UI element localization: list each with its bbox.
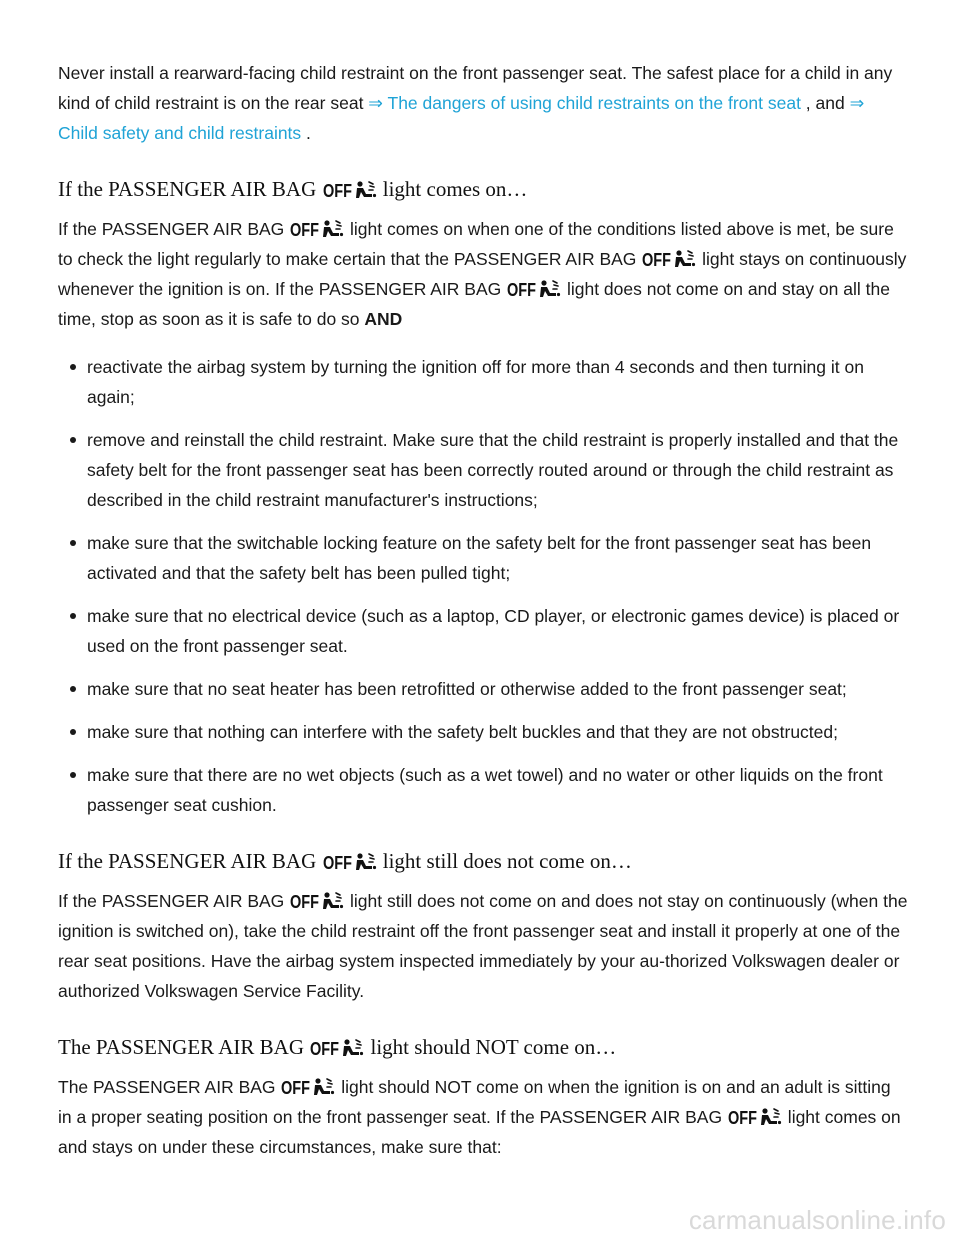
intro-paragraph xyxy=(58,58,908,148)
svg-text:OFF: OFF xyxy=(322,853,352,872)
passenger-airbag-off-icon xyxy=(728,1107,782,1127)
dangers-child-restraints-link[interactable]: ⇒ The dangers of using child restraints on the front seat xyxy=(368,93,801,113)
and-emphasis: AND xyxy=(364,309,403,329)
intro-text: Never install a rearward-facing child restraint on the front passenger seat. The safest place for a child in any kind of child restraint is on the rear seat xyxy=(58,63,893,113)
passenger-airbag-off-icon xyxy=(323,180,377,200)
bullet-icon xyxy=(70,772,76,778)
section1-paragraph: If the PASSENGER AIR BAG OFF light comes on when one of the conditions listed above is met, be sure to check the light regularly to make certain that the PASSENGER AIR BAG OFF light stays on continuously whenever the ignition is on. If the PASSENGER AIR BAG OFF light does not come on and stay on all the time, stop as soon as it is safe to do so AND xyxy=(58,219,907,329)
svg-text:OFF: OFF xyxy=(290,220,320,239)
child-safety-link[interactable]: ⇒ Child safety and child restraints xyxy=(58,93,865,143)
checklist xyxy=(58,352,908,820)
bullet-icon xyxy=(70,364,76,370)
passenger-airbag-off-icon xyxy=(290,219,344,239)
passenger-airbag-off-icon xyxy=(642,249,696,269)
list-item: make sure that there are no wet objects (such as a wet towel) and no water or other liquids on the front passenger seat cushion. xyxy=(58,760,908,820)
manual-page xyxy=(58,58,908,1162)
bullet-icon xyxy=(70,729,76,735)
list-item: make sure that no seat heater has been retrofitted or otherwise added to the front passenger seat; xyxy=(58,674,908,704)
section3-heading: The PASSENGER AIR BAG OFF light should NOT come on… xyxy=(58,1035,617,1059)
section3-paragraph: The PASSENGER AIR BAG OFF light should NOT come on when the ignition is on and an adult is sitting in a proper seating position on the front passenger seat. If the PASSENGER AIR BAG OFF light comes on and stays on under these circumstances, make sure that: xyxy=(58,1077,901,1157)
list-item: remove and reinstall the child restraint. Make sure that the child restraint is properly installed and that the safety belt for the front passenger seat has been correctly routed around or through the child restraint as described in the child restraint manufacturer's instructions; xyxy=(58,425,908,515)
passenger-airbag-off-icon xyxy=(310,1038,364,1058)
bullet-icon xyxy=(70,613,76,619)
bullet-icon xyxy=(70,437,76,443)
intro-text-end: . xyxy=(301,123,311,143)
bullet-icon xyxy=(70,686,76,692)
svg-text:OFF: OFF xyxy=(290,892,320,911)
svg-text:OFF: OFF xyxy=(727,1108,757,1127)
svg-text:OFF: OFF xyxy=(281,1078,311,1097)
list-item: make sure that the switchable locking feature on the safety belt for the front passenger seat has been activated and that the safety belt has been pulled tight; xyxy=(58,528,908,588)
list-item: make sure that no electrical device (such as a laptop, CD player, or electronic games device) is placed or used on the front passenger seat. xyxy=(58,601,908,661)
section1-heading: If the PASSENGER AIR BAG OFF light comes on… xyxy=(58,177,528,201)
passenger-airbag-off-icon xyxy=(507,279,561,299)
passenger-airbag-off-icon xyxy=(290,891,344,911)
svg-text:OFF: OFF xyxy=(310,1039,340,1058)
bullet-icon xyxy=(70,540,76,546)
svg-text:OFF: OFF xyxy=(322,181,352,200)
list-item: make sure that nothing can interfere with the safety belt buckles and that they are not obstructed; xyxy=(58,717,908,747)
section2-paragraph: If the PASSENGER AIR BAG OFF light still does not come on and does not stay on continuously (when the ignition is switched on), take the child restraint off the front passenger seat and install it properly at one of the rear seat positions. Have the airbag system inspected immediately by your au-thorized Volkswagen dealer or authorized Volkswagen Service Facility. xyxy=(58,891,908,1001)
section2-heading: If the PASSENGER AIR BAG OFF light still does not come on… xyxy=(58,849,632,873)
intro-text-between: , and xyxy=(800,93,850,113)
svg-text:OFF: OFF xyxy=(642,250,672,269)
site-watermark: carmanualsonline.info xyxy=(688,1205,946,1235)
passenger-airbag-off-icon xyxy=(281,1077,335,1097)
passenger-airbag-off-icon xyxy=(323,852,377,872)
list-item: reactivate the airbag system by turning the ignition off for more than 4 seconds and then turning it on again; xyxy=(58,352,908,412)
svg-text:OFF: OFF xyxy=(507,280,537,299)
